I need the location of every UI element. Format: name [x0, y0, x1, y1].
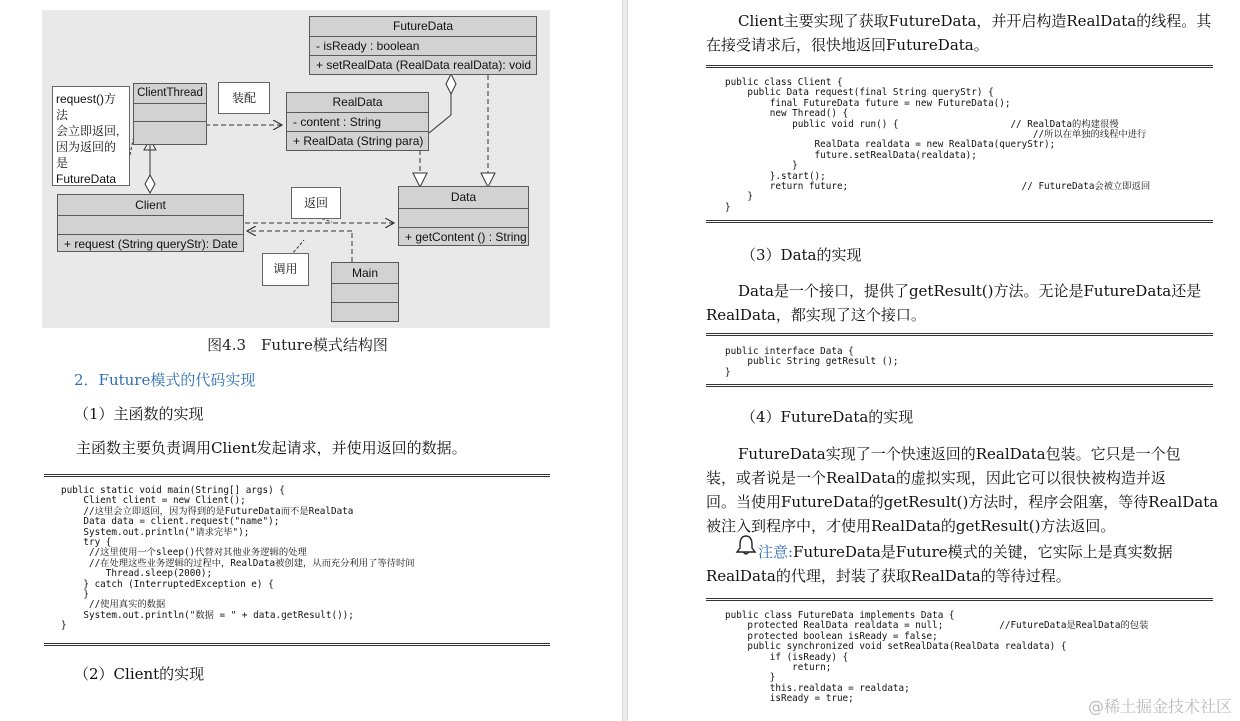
code-line: new Thread() {	[725, 108, 849, 120]
note-line: 会立即返回,	[56, 124, 120, 138]
code-line: return future; // FutureData会被立即返回	[725, 180, 1151, 192]
code-line: }	[61, 620, 67, 632]
code-block-data	[706, 333, 1213, 387]
uml-class-client	[57, 194, 244, 252]
code-line: System.out.println("数据 = " + data.getResult());	[61, 609, 354, 621]
subheading-data: （3）Data的实现	[741, 246, 862, 264]
paragraph-line: 回。当使用FutureData的getResult()方法时，程序会阻塞，等待RealData	[706, 493, 1219, 511]
note-line: FutureData	[56, 172, 117, 186]
code-line: public class Client {	[725, 77, 843, 88]
note-line: request()方法	[56, 92, 117, 122]
watermark: @稀土掘金技术社区	[1087, 697, 1232, 716]
code-line: //这里会立即返回，因为得到的是FutureData而不是RealData	[61, 505, 354, 517]
code-line: }	[61, 588, 89, 600]
code-line: //这里使用一个sleep()代替对其他业务逻辑的处理	[61, 547, 307, 559]
paragraph-main: 主函数主要负责调用Client发起请求，并使用返回的数据。	[76, 439, 467, 457]
class-name: ClientThread	[134, 84, 206, 104]
code-line: }	[725, 191, 753, 203]
note-call	[262, 253, 309, 286]
uml-class-data	[398, 186, 529, 246]
class-name: Main	[332, 263, 398, 284]
code-line: public interface Data {	[725, 346, 854, 357]
class-name: FutureData	[310, 17, 536, 37]
section-heading: 2．Future模式的代码实现	[74, 371, 256, 389]
code-line: Client client = new Client();	[61, 495, 246, 507]
note-text: 装配	[231, 91, 256, 105]
paragraph-line: Data是一个接口，提供了getResult()方法。无论是FutureData还是	[738, 282, 1202, 300]
code-block-client	[706, 65, 1213, 223]
code-line: //所以在单独的线程中进行	[725, 128, 1147, 140]
code-line: }	[725, 672, 776, 684]
uml-diagram	[42, 10, 550, 328]
paragraph-line: Client主要实现了获取FutureData，并开启构造RealData的线程。其	[738, 12, 1212, 30]
code-line: }.start();	[725, 170, 826, 182]
class-operation: + getContent () : String	[405, 230, 527, 244]
subheading-main: （1）主函数的实现	[74, 405, 204, 423]
subheading-futuredata: （4）FutureData的实现	[741, 408, 914, 426]
note-text: FutureData是Future模式的关键，它实际上是真实数据	[793, 543, 1173, 561]
class-operation: + request (String queryStr): Date	[64, 237, 238, 251]
code-line: if (isReady) {	[725, 651, 849, 663]
code-line: RealData realdata = new RealData(queryStr);	[725, 139, 1056, 151]
uml-class-futuredata	[309, 16, 537, 75]
paragraph-line: 在接受请求后，很快地返回FutureData。	[706, 36, 989, 54]
class-name: Data	[399, 187, 528, 209]
note-request	[52, 86, 130, 186]
code-line: this.realdata = realdata;	[725, 682, 910, 694]
code-line: isReady = true;	[725, 693, 854, 705]
code-line: } catch (InterruptedException e) {	[61, 578, 274, 590]
code-line: Thread.sleep(2000);	[61, 568, 213, 580]
uml-class-clientthread	[133, 83, 207, 145]
code-line: public static void main(String[] args) {	[61, 485, 285, 496]
subheading-client: （2）Client的实现	[74, 665, 205, 683]
class-attribute: - isReady : boolean	[310, 37, 536, 56]
class-name: RealData	[287, 93, 428, 113]
code-line: }	[725, 201, 731, 213]
note-first-line	[706, 540, 1236, 564]
note-return	[291, 187, 341, 219]
paragraph-futuredata	[706, 442, 1236, 538]
paragraph-line: FutureData实现了一个快速返回的RealData包装。它只是一个包	[738, 445, 1181, 463]
paragraph-line: RealData，都实现了这个接口。	[706, 306, 926, 324]
paragraph-data	[706, 279, 1226, 327]
code-line: future.setRealData(realdata);	[725, 149, 977, 161]
note-paragraph	[706, 540, 1236, 588]
note-assemble	[218, 82, 270, 114]
class-name: Client	[58, 195, 243, 216]
code-line: return;	[725, 661, 832, 673]
code-line: try {	[61, 536, 112, 548]
class-attribute: - content : String	[287, 113, 428, 132]
note-label: 注意:	[758, 543, 794, 561]
code-line: public class FutureData implements Data {	[725, 610, 955, 621]
code-block-main	[44, 474, 550, 646]
figure-caption: 图4.3 Future模式结构图	[207, 336, 388, 354]
code-line: //在处理这些业务逻辑的过程中，RealData被创建，从而充分利用了等待时间	[61, 557, 415, 569]
code-line: final FutureData future = new FutureData();	[725, 97, 1011, 109]
note-text: 调用	[273, 262, 298, 276]
code-line: public Data request(final String queryStr) {	[725, 87, 994, 99]
code-line: public synchronized void setRealData(RealData realdata) {	[725, 641, 1067, 653]
code-line: System.out.println("请求完毕");	[61, 526, 250, 538]
class-operation: + RealData (String para)	[293, 134, 424, 148]
code-line: public void run() { // RealData的构建很慢	[725, 118, 1119, 130]
code-line: protected boolean isReady = false;	[725, 630, 938, 642]
paragraph-line: 被注入到程序中，才使用RealData的getResult()方法返回。	[706, 517, 1116, 535]
note-text: 返回	[303, 196, 328, 210]
right-page	[628, 0, 1240, 721]
code-line: protected RealData realdata = null; //FutureData是RealData的包装	[725, 620, 1149, 632]
note-line: 因为返回的是	[56, 140, 117, 170]
code-line: //使用真实的数据	[61, 599, 166, 611]
class-operation: + setRealData (RealData realData): void	[316, 58, 532, 72]
uml-class-realdata	[286, 92, 429, 151]
code-line: Data data = client.request("name");	[61, 516, 280, 528]
code-line: }	[725, 160, 798, 172]
code-line: }	[725, 366, 731, 378]
code-line: public String getResult ();	[725, 356, 899, 368]
note-text: RealData的代理，封装了获取RealData的等待过程。	[706, 567, 1071, 585]
paragraph-client	[706, 9, 1226, 57]
paragraph-line: 装，或者说是一个RealData的虚拟实现，因此它可以很快被构造并返	[706, 469, 1166, 487]
uml-class-main	[331, 262, 399, 322]
